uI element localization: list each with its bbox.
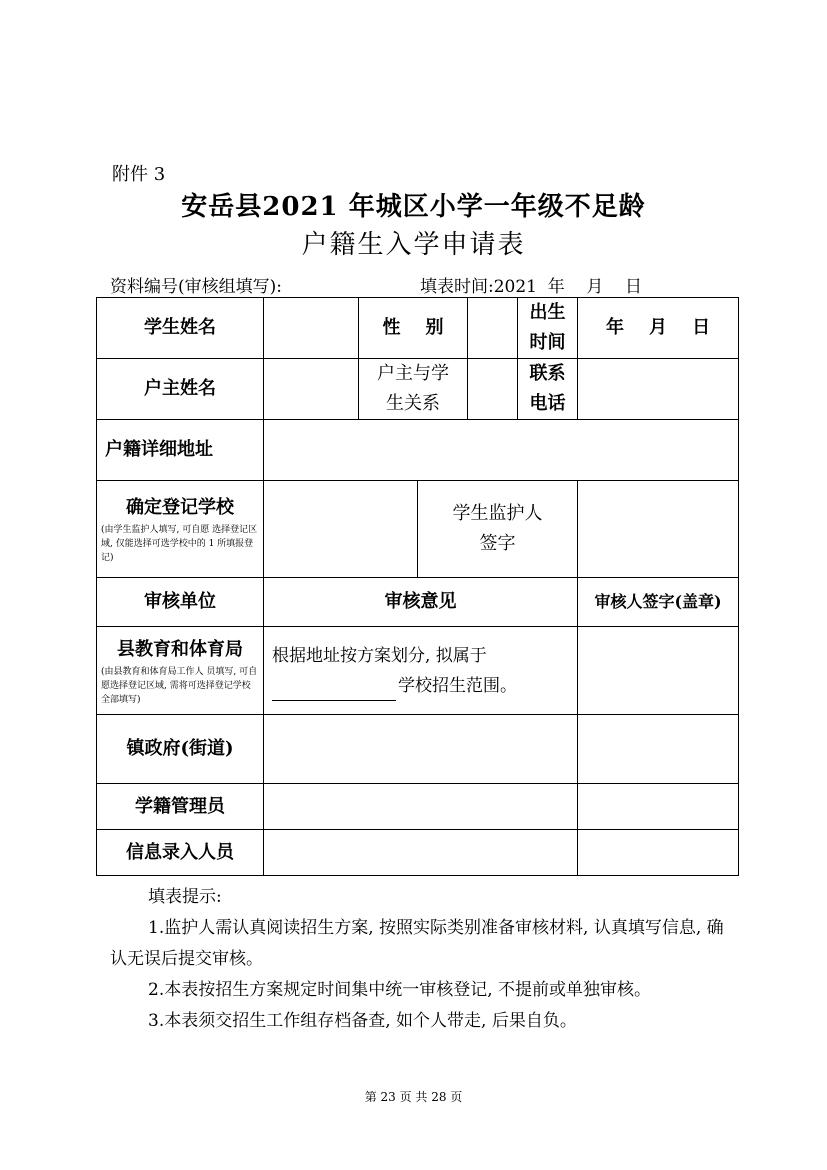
student-name-field[interactable] [264, 298, 359, 359]
birth-date-field[interactable]: 年 月 日 [578, 298, 739, 359]
town-sign-field[interactable] [578, 715, 739, 784]
edu-bureau-note: (由县教育和体育局工作人 员填写, 可自愿选择登记区域, 需将可选择登记学校全部填写) [101, 666, 258, 705]
gender-field[interactable] [468, 298, 518, 359]
town-gov-label: 镇政府(街道) [97, 715, 264, 784]
reviewer-sign-header: 审核人签字(盖章) [578, 578, 739, 627]
note-item-1: 1.监护人需认真阅读招生方案, 按照实际类别准备审核材料, 认真填写信息, 确认无误后提交审核。 [110, 918, 724, 969]
registrar-label: 学籍管理员 [97, 784, 264, 830]
edu-bureau-label: 县教育和体育局 [117, 638, 243, 660]
material-number-label: 资料编号(审核组填写): [110, 277, 282, 297]
registrar-opinion-field[interactable] [264, 784, 578, 830]
fill-date-label: 填表时间:2021 年 月 日 [420, 277, 643, 297]
title-line-1: 安岳县2021 年城区小学一年级不足龄 [181, 192, 646, 222]
page-footer: 第 23 页 共 28 页 [364, 1090, 463, 1104]
registrar-sign-field[interactable] [578, 784, 739, 830]
edu-sign-field[interactable] [578, 627, 739, 715]
edu-bureau-cell [97, 627, 264, 715]
school-field[interactable] [264, 481, 418, 578]
phone-label-line-1: 联系 [529, 363, 566, 384]
phone-label-line-2: 电话 [529, 393, 566, 414]
phone-label [518, 359, 578, 420]
data-entry-opinion-field[interactable] [264, 830, 578, 876]
birth-label-line-2: 时间 [529, 332, 566, 353]
review-opinion-header: 审核意见 [264, 578, 578, 627]
guardian-sign-field[interactable] [578, 481, 739, 578]
data-entry-label: 信息录入人员 [97, 830, 264, 876]
attachment-label: 附件 3 [112, 164, 166, 185]
relation-label-line-1: 户主与学 [377, 363, 449, 384]
guardian-label-line-1: 学生监护人 [452, 503, 543, 524]
opinion-line-2: 学校招生范围。 [398, 675, 517, 696]
school-label-cell [97, 481, 264, 578]
application-form-table [96, 297, 739, 876]
opinion-line-1: 根据地址按方案划分, 拟属于 [272, 645, 487, 666]
guardian-sign-label [418, 481, 578, 578]
householder-name-label: 户主姓名 [97, 359, 264, 420]
review-unit-header: 审核单位 [97, 578, 264, 627]
school-name-blank[interactable] [272, 682, 396, 701]
address-field[interactable] [264, 420, 739, 481]
notes-section [110, 882, 725, 1037]
notes-heading: 填表提示: [148, 887, 222, 907]
householder-name-field[interactable] [264, 359, 359, 420]
relation-label [359, 359, 468, 420]
school-note: (由学生监护人填写, 可自愿 选择登记区域, 仅能选择可选学校中的 1 所填报登记) [101, 525, 258, 563]
phone-field[interactable] [578, 359, 739, 420]
address-label: 户籍详细地址 [97, 420, 264, 481]
birth-label-line-1: 出生 [529, 302, 566, 323]
gender-label: 性 别 [359, 298, 468, 359]
town-opinion-field[interactable] [264, 715, 578, 784]
relation-label-line-2: 生关系 [386, 393, 440, 414]
birth-date-label [518, 298, 578, 359]
student-name-label: 学生姓名 [97, 298, 264, 359]
note-item-3: 3.本表须交招生工作组存档备查, 如个人带走, 后果自负。 [148, 1011, 577, 1031]
title-line-2: 户籍生入学申请表 [301, 230, 526, 260]
guardian-label-line-2: 签字 [479, 533, 516, 554]
data-entry-sign-field[interactable] [578, 830, 739, 876]
relation-field[interactable] [468, 359, 518, 420]
note-item-2: 2.本表按招生方案规定时间集中统一审核登记, 不提前或单独审核。 [148, 980, 652, 1000]
edu-opinion-field[interactable] [264, 627, 578, 715]
school-label: 确定登记学校 [126, 497, 234, 518]
